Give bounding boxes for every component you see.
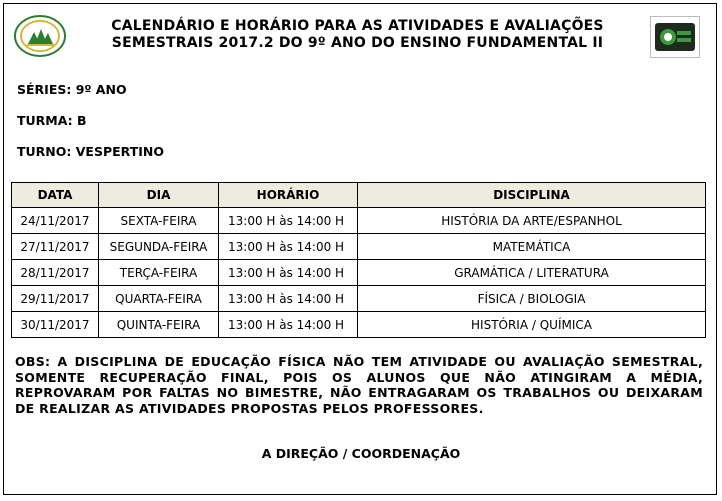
turma-label: TURMA: B — [17, 113, 87, 128]
table-row — [12, 260, 706, 286]
page-title-line-1: CALENDÁRIO E HORÁRIO PARA AS ATIVIDADES E AVALIAÇÕES — [111, 18, 604, 34]
cell-subject: HISTÓRIA / QUÍMICA — [358, 312, 706, 338]
table-row — [12, 208, 706, 234]
table-row — [12, 286, 706, 312]
cell-date: 24/11/2017 — [12, 208, 99, 234]
cell-time: 13:00 H às 14:00 H — [219, 234, 358, 260]
school-seal-icon — [13, 14, 67, 58]
cell-subject: GRAMÁTICA / LITERATURA — [358, 260, 706, 286]
turno-label: TURNO: VESPERTINO — [17, 144, 164, 159]
page-title — [80, 18, 635, 52]
cell-date: 30/11/2017 — [12, 312, 99, 338]
page-title-line-2: SEMESTRAIS 2017.2 DO 9º ANO DO ENSINO FUNDAMENTAL II — [111, 35, 604, 51]
table-header-row — [12, 183, 706, 208]
cell-day: TERÇA-FEIRA — [99, 260, 219, 286]
cell-day: QUARTA-FEIRA — [99, 286, 219, 312]
schedule-table — [11, 182, 706, 338]
cell-day: SEGUNDA-FEIRA — [99, 234, 219, 260]
table-row — [12, 312, 706, 338]
column-header-disciplina: DISCIPLINA — [358, 183, 706, 208]
signature-line: A DIREÇÃO / COORDENAÇÃO — [261, 446, 461, 461]
cell-subject: FÍSICA / BIOLOGIA — [358, 286, 706, 312]
cell-day: QUINTA-FEIRA — [99, 312, 219, 338]
column-header-dia: DIA — [99, 183, 219, 208]
cell-time: 13:00 H às 14:00 H — [219, 260, 358, 286]
table-row — [12, 234, 706, 260]
cell-subject: MATEMÁTICA — [358, 234, 706, 260]
cell-time: 13:00 H às 14:00 H — [219, 208, 358, 234]
series-label: SÉRIES: 9º ANO — [17, 82, 127, 97]
sports-emblem-icon — [650, 16, 700, 58]
cell-time: 13:00 H às 14:00 H — [219, 286, 358, 312]
cell-date: 27/11/2017 — [12, 234, 99, 260]
observation-note: OBS: A DISCIPLINA DE EDUCAÇÃO FÍSICA NÃO TEM ATIVIDADE OU AVALIAÇÃO SEMESTRAL, SOMENTE RECUPERAÇÃO FINAL, POIS OS ALUNOS QUE NÃO ATINGIRAM A MÉDIA, REPROVARAM POR FALTAS NO BIMESTRE, NÃO ENTRAGARAM OS TRABALHOS OU DEIXARAM DE REALIZAR AS ATIVIDADES PROPOSTAS PELOS PROFESSORES. — [15, 354, 703, 416]
cell-time: 13:00 H às 14:00 H — [219, 312, 358, 338]
cell-subject: HISTÓRIA DA ARTE/ESPANHOL — [358, 208, 706, 234]
column-header-data: DATA — [12, 183, 99, 208]
column-header-horario: HORÁRIO — [219, 183, 358, 208]
cell-date: 29/11/2017 — [12, 286, 99, 312]
cell-day: SEXTA-FEIRA — [99, 208, 219, 234]
cell-date: 28/11/2017 — [12, 260, 99, 286]
